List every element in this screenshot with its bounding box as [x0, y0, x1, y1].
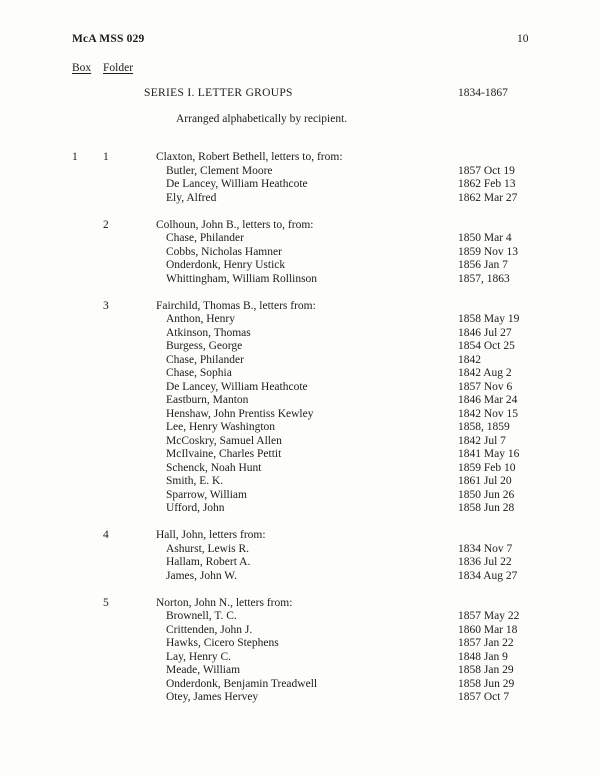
correspondent-name: Crittenden, John J. — [166, 623, 253, 636]
correspondent-name: Onderdonk, Henry Ustick — [166, 259, 286, 271]
entry-date: 1842 — [458, 353, 481, 366]
letter-group — [72, 219, 572, 287]
group-heading-row — [72, 151, 572, 165]
entry-date: 1859 Nov 13 — [458, 245, 519, 258]
correspondent-name: Henshaw, John Prentiss Kewley — [166, 407, 314, 420]
letter-entry-row — [72, 475, 572, 489]
entry-date: 1857 Jan 22 — [458, 637, 514, 649]
letter-entry-row — [72, 691, 572, 705]
letter-entry-row — [72, 556, 572, 570]
entry-date: 1846 Jul 27 — [458, 326, 512, 339]
letter-entry-row — [72, 327, 572, 341]
entry-date: 1858, 1859 — [458, 421, 510, 433]
series-title-row — [72, 87, 572, 101]
correspondent-name: Atkinson, Thomas — [166, 326, 251, 339]
entry-date: 1856 Jan 7 — [458, 259, 508, 271]
letter-entry-row — [72, 421, 572, 435]
entry-date: 1858 Jun 28 — [458, 502, 515, 514]
entry-date: 1841 May 16 — [458, 448, 520, 460]
series-title: SERIES I. LETTER GROUPS — [144, 87, 293, 99]
letter-entry-row — [72, 543, 572, 557]
correspondent-name: Hallam, Robert A. — [166, 556, 251, 568]
entry-date: 1858 May 19 — [458, 313, 520, 325]
letter-entry-row — [72, 624, 572, 638]
folder-number: 4 — [103, 529, 109, 541]
letter-entry-row — [72, 489, 572, 503]
entry-date: 1836 Jul 22 — [458, 556, 512, 568]
entry-date: 1857 Oct 7 — [458, 691, 510, 703]
correspondent-name: Chase, Philander — [166, 232, 244, 244]
letter-entry-row — [72, 435, 572, 449]
entry-date: 1842 Nov 15 — [458, 407, 519, 420]
entry-date: 1861 Jul 20 — [458, 475, 512, 487]
entry-date: 1857, 1863 — [458, 272, 510, 285]
letter-entry-row — [72, 664, 572, 678]
letter-entry-row — [72, 340, 572, 354]
entry-date: 1862 Mar 27 — [458, 191, 518, 204]
letter-entry-row — [72, 313, 572, 327]
entry-date: 1842 Aug 2 — [458, 367, 512, 379]
collection-id: McA MSS 029 — [72, 33, 145, 45]
correspondent-name: Ely, Alfred — [166, 191, 217, 204]
correspondent-name: Schenck, Noah Hunt — [166, 461, 262, 474]
series-date-range: 1834-1867 — [458, 87, 508, 99]
letter-entry-row — [72, 367, 572, 381]
correspondent-name: Chase, Philander — [166, 353, 244, 366]
column-headers — [72, 62, 572, 76]
arrangement-note: Arranged alphabetically by recipient. — [176, 112, 348, 125]
letter-entry-row — [72, 273, 572, 287]
group-heading: Fairchild, Thomas B., letters from: — [156, 299, 316, 312]
group-heading-row — [72, 219, 572, 233]
letter-entry-row — [72, 502, 572, 516]
folder-number: 2 — [103, 218, 109, 231]
letter-entry-row — [72, 246, 572, 260]
correspondent-name: Chase, Sophia — [166, 367, 232, 379]
correspondent-name: McCoskry, Samuel Allen — [166, 434, 282, 447]
correspondent-name: Smith, E. K. — [166, 475, 224, 487]
entry-date: 1834 Nov 7 — [458, 542, 513, 555]
letter-group — [72, 151, 572, 205]
letter-entry-row — [72, 570, 572, 584]
letter-entry-row — [72, 448, 572, 462]
arrangement-note-row — [72, 113, 572, 127]
group-heading: Norton, John N., letters from: — [156, 596, 293, 609]
letter-entry-row — [72, 637, 572, 651]
group-heading-row — [72, 597, 572, 611]
entry-date: 1854 Oct 25 — [458, 340, 515, 352]
entry-date: 1860 Mar 18 — [458, 623, 518, 636]
entry-date: 1846 Mar 24 — [458, 394, 518, 406]
box-column-header: Box — [72, 61, 92, 74]
group-heading-row — [72, 529, 572, 543]
letter-entry-row — [72, 394, 572, 408]
entry-date: 1858 Jan 29 — [458, 664, 514, 676]
letter-entry-row — [72, 651, 572, 665]
box-number: 1 — [72, 151, 78, 163]
correspondent-name: Lay, Henry C. — [166, 650, 232, 663]
correspondent-name: James, John W. — [166, 569, 237, 582]
group-heading: Claxton, Robert Bethell, letters to, from: — [156, 151, 343, 163]
letter-entry-row — [72, 232, 572, 246]
correspondent-name: Butler, Clement Moore — [166, 164, 273, 177]
entry-date: 1857 Oct 19 — [458, 164, 515, 177]
entry-date: 1862 Feb 13 — [458, 178, 516, 190]
entry-date: 1858 Jun 29 — [458, 677, 515, 690]
correspondent-name: Anthon, Henry — [166, 313, 235, 325]
folder-column-header: Folder — [103, 61, 134, 74]
correspondent-name: Sparrow, William — [166, 488, 247, 501]
correspondent-name: De Lancey, William Heathcote — [166, 178, 308, 190]
page-number: 10 — [517, 33, 529, 45]
letter-entry-row — [72, 610, 572, 624]
entry-date: 1848 Jan 9 — [458, 650, 508, 663]
entry-date: 1842 Jul 7 — [458, 434, 506, 447]
letter-entry-row — [72, 178, 572, 192]
letter-entry-row — [72, 259, 572, 273]
entry-date: 1857 Nov 6 — [458, 380, 513, 393]
entry-date: 1850 Mar 4 — [458, 232, 512, 244]
letter-entry-row — [72, 165, 572, 179]
correspondent-name: De Lancey, William Heathcote — [166, 380, 308, 393]
running-head — [72, 33, 572, 47]
folder-number: 1 — [103, 151, 109, 163]
correspondent-name: Lee, Henry Washington — [166, 421, 276, 433]
letter-entry-row — [72, 381, 572, 395]
correspondent-name: Burgess, George — [166, 340, 243, 352]
letter-entry-row — [72, 354, 572, 368]
correspondent-name: Otey, James Hervey — [166, 691, 259, 703]
letter-entry-row — [72, 462, 572, 476]
correspondent-name: McIlvaine, Charles Pettit — [166, 448, 282, 460]
letter-group — [72, 529, 572, 583]
entry-date: 1859 Feb 10 — [458, 461, 516, 474]
correspondent-name: Whittingham, William Rollinson — [166, 272, 318, 285]
correspondent-name: Ashurst, Lewis R. — [166, 542, 250, 555]
correspondent-name: Hawks, Cicero Stephens — [166, 637, 279, 649]
entry-date: 1850 Jun 26 — [458, 488, 515, 501]
group-heading-row — [72, 300, 572, 314]
letter-entry-row — [72, 678, 572, 692]
correspondent-name: Eastburn, Manton — [166, 394, 249, 406]
folder-number: 5 — [103, 596, 109, 609]
letter-group — [72, 300, 572, 516]
correspondent-name: Ufford, John — [166, 502, 225, 514]
letter-entry-row — [72, 408, 572, 422]
group-heading: Colhoun, John B., letters to, from: — [156, 218, 314, 231]
entry-date: 1857 May 22 — [458, 610, 520, 622]
correspondent-name: Cobbs, Nicholas Hamner — [166, 245, 282, 258]
correspondent-name: Onderdonk, Benjamin Treadwell — [166, 677, 318, 690]
folder-number: 3 — [103, 299, 109, 312]
letter-entry-row — [72, 192, 572, 206]
letter-group — [72, 597, 572, 705]
group-heading: Hall, John, letters from: — [156, 529, 266, 541]
correspondent-name: Brownell, T. C. — [166, 610, 237, 622]
correspondent-name: Meade, William — [166, 664, 241, 676]
entry-date: 1834 Aug 27 — [458, 569, 518, 582]
